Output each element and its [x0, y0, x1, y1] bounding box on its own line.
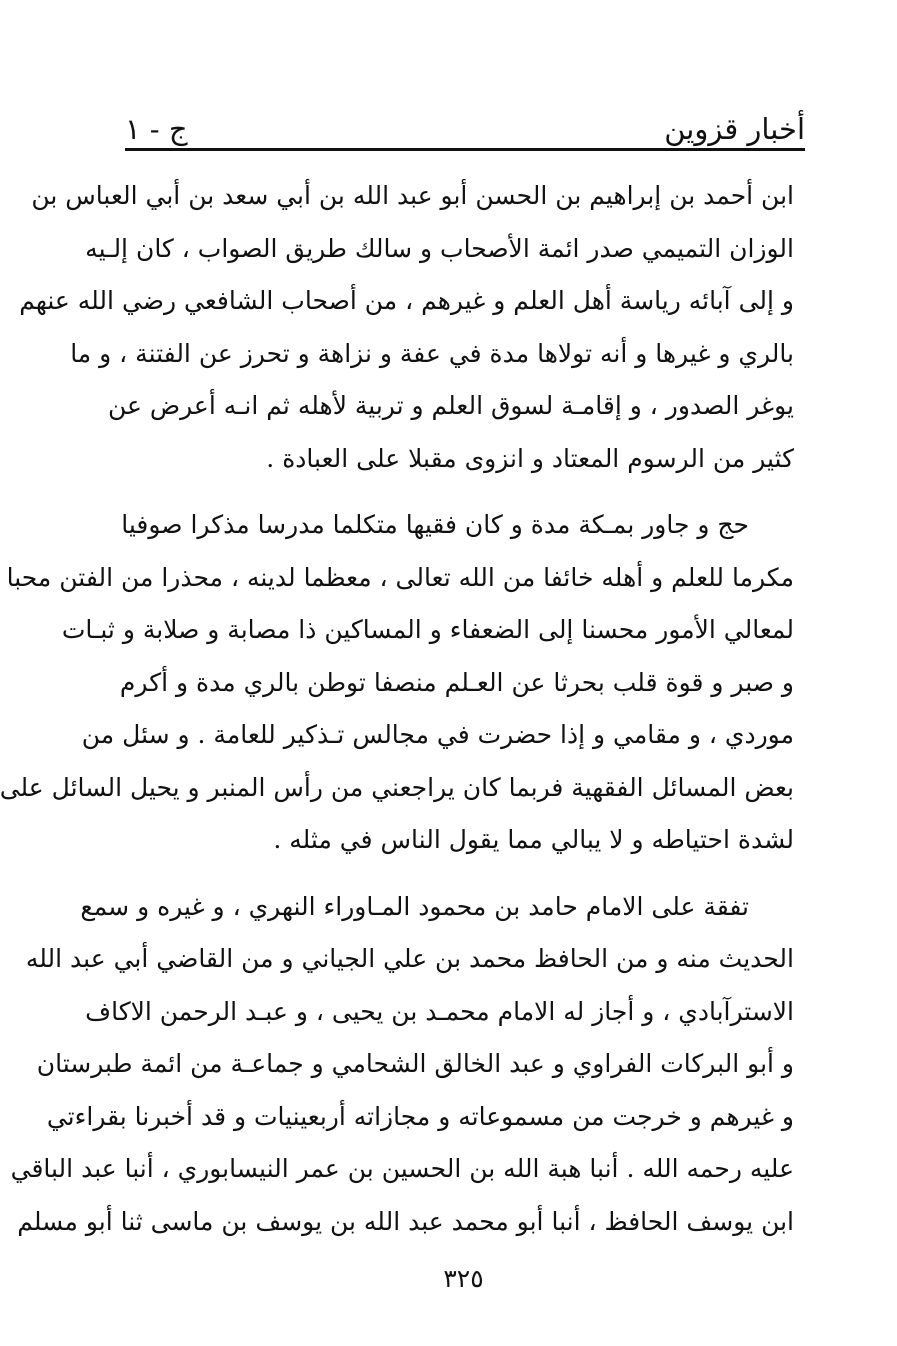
text-line: ابن أحمد بن إبراهيم بن الحسن أبو عبد الله بن أبي سعد بن أبي العباس بن — [31, 181, 794, 210]
text-line: الاسترآبادي ، و أجاز له الامام محمـد بن يحيى ، و عبـد الرحمن الاكاف — [85, 996, 794, 1026]
text-line: الوزان التميمي صدر ائمة الأصحاب و سالك طريق الصواب ، كان إلـيه — [85, 233, 794, 263]
text-line: حج و جاور بمـكة مدة و كان فقيها متكلما مدرسا مذكرا صوفيا — [121, 510, 749, 539]
paragraph-2 — [0, 499, 794, 867]
text-line: و أبو البركات الفراوي و عبد الخالق الشحامي و جماعـة من ائمة طبرستان — [36, 1049, 794, 1078]
text-line: كثير من الرسوم المعتاد و انزوى مقبلا على العبادة . — [266, 443, 794, 473]
text-line: الحديث منه و من الحافظ محمد بن علي الجياني و من القاضي أبي عبد الله — [25, 944, 794, 973]
text-line: و إلى آبائه رياسة أهل العلم و غيرهم ، من أصحاب الشافعي رضي الله عنهم — [19, 286, 794, 315]
text-line: موردي ، و مقامي و إذا حضرت في مجالس تـذكير للعامة . و سئل من — [81, 720, 794, 749]
paragraph-1 — [19, 170, 794, 485]
text-line: مكرما للعلم و أهله خائفا من الله تعالى ، معظما لدينه ، محذرا من الفتن محبا — [6, 562, 794, 592]
page-body — [0, 170, 794, 1248]
header-rule — [125, 148, 805, 151]
text-line: يوغر الصدور ، و إقامـة لسوق العلم و تربية لأهله ثم انـه أعرض عن — [107, 391, 794, 420]
text-line: تفقة على الامام حامد بن محمود المـاوراء النهري ، و غيره و سمع — [80, 891, 749, 921]
text-line: و صبر و قوة قلب بحرثا عن العـلم منصفا توطن بالري مدة و أكرم — [119, 667, 794, 697]
running-header — [125, 108, 805, 150]
text-line: و غيرهم و خرجت من مسموعاته و مجازاته أربعينيات و قد أخبرنا بقراءتي — [46, 1101, 794, 1131]
text-line: لشدة احتياطه و لا يبالي مما يقول الناس في مثله . — [273, 825, 794, 854]
header-title: أخبار قزوين — [664, 112, 805, 146]
text-line: عليه رحمه الله . أنبا هبة الله بن الحسين بن عمر النيسابوري ، أنبا عبد الباقي — [10, 1154, 794, 1183]
text-line: لمعالي الأمور محسنا إلى الضعفاء و المساكين ذا مصابة و صلابة و ثبـات — [61, 615, 794, 644]
paragraph-3 — [10, 881, 794, 1249]
text-line: ابن يوسف الحافظ ، أنبا أبو محمد عبد الله بن يوسف بن ماسى ثنا أبو مسلم — [17, 1206, 794, 1236]
text-line: بعض المسائل الفقهية فربما كان يراجعني من رأس المنبر و يحيل السائل على — [0, 772, 794, 802]
header-volume: ج - ١ — [125, 112, 188, 146]
text-line: بالري و غيرها و أنه تولاها مدة في عفة و نزاهة و تحرز عن الفتنة ، و ما — [70, 338, 794, 368]
page-number: ٣٢٥ — [443, 1264, 484, 1293]
